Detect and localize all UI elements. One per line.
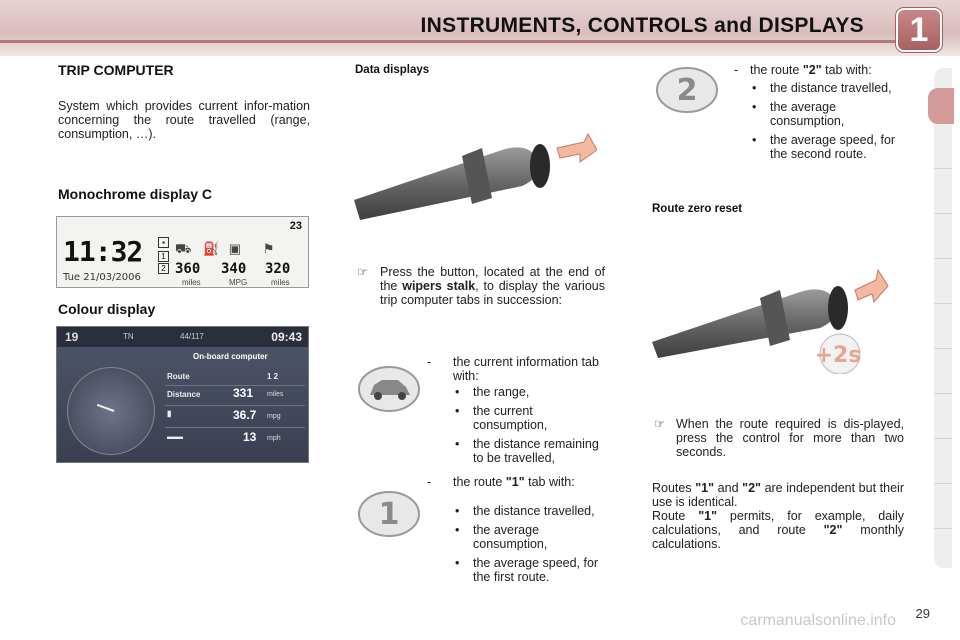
mono-unit-range: miles [182, 278, 201, 287]
colour-row-unit-distance: miles [267, 391, 284, 398]
route1-text-start: the route [453, 475, 506, 489]
wiper-stalk-illustration [352, 128, 597, 220]
car-icon: ▬▬ [167, 432, 183, 441]
press-text-bold: wipers stalk [402, 279, 476, 293]
tab-divider [934, 348, 952, 349]
fuel-can-icon: ▮ [167, 409, 172, 418]
pointer-glyph: ☞ [357, 265, 369, 279]
p1-c: and [714, 481, 743, 495]
mono-value-consumption: 340 [221, 261, 247, 277]
p1-d: "2" [742, 481, 761, 495]
press-text-end: , to display the various trip computer tabs in succession: [380, 279, 605, 307]
colour-temperature: 19 [65, 330, 79, 344]
routes-paragraph-2 [652, 509, 904, 551]
tab-divider [934, 303, 952, 304]
mono-route-box-2: 2 [158, 263, 169, 274]
tab-divider [934, 213, 952, 214]
tab-divider [934, 393, 952, 394]
route1-tab-list [453, 499, 611, 584]
row-separator [165, 405, 305, 406]
colour-row-label-distance: Distance [167, 390, 201, 399]
fuel-can-icon: ▣ [228, 241, 242, 256]
mono-value-range: 360 [175, 261, 201, 277]
route1-text-end: tab with: [524, 475, 575, 489]
dial-needle [97, 404, 115, 412]
route2-tab-list [750, 76, 910, 161]
p2-a: Route [652, 509, 699, 523]
section-title-trip-computer: TRIP COMPUTER [58, 62, 174, 78]
routes-paragraph-1 [652, 481, 904, 509]
clock-dial-icon [67, 367, 155, 455]
current-tab-list [453, 380, 608, 465]
tab-divider [934, 438, 952, 439]
page-header [0, 0, 960, 56]
heading-colour-display: Colour display [58, 301, 156, 317]
route1-text-bold: "1" [505, 475, 525, 489]
route-2-icon-number: 2 [676, 73, 698, 108]
intro-text: System which provides current infor-mation concerning the route travelled (range, consumption, …). [58, 99, 310, 141]
list-item: • the average speed, for the first route. [453, 556, 611, 584]
press-instruction [380, 265, 605, 307]
colour-row-unit-consumption: mpg [267, 413, 281, 420]
colour-row-value-distance: 331 [233, 386, 254, 400]
heading-route-zero-reset: Route zero reset [652, 203, 743, 215]
list-item: • the current consumption, [453, 404, 608, 432]
pointer-glyph: ☞ [654, 417, 666, 431]
route2-tab-text [750, 63, 910, 77]
page-number: 29 [915, 606, 930, 621]
chapter-tab-strip[interactable] [934, 68, 952, 568]
p1-b: "1" [695, 481, 715, 495]
list-item: • the average speed, for the second route. [750, 133, 910, 161]
tab-divider [934, 258, 952, 259]
dash-route2: - [734, 63, 739, 77]
dash-current: - [427, 355, 432, 369]
press-text-start: Press the button, located at the end of the [380, 265, 605, 293]
mono-unit-distance: miles [271, 278, 290, 287]
colour-channel: 44/117 [180, 332, 204, 341]
colour-screen-title: On-board computer [193, 352, 268, 361]
p2-e: monthly calculations. [652, 523, 904, 551]
tab-divider [934, 483, 952, 484]
mono-value-distance: 320 [265, 261, 291, 277]
list-item: • the range, [453, 385, 608, 399]
row-separator [165, 427, 305, 428]
route1-tab-text [453, 475, 608, 489]
header-rule [0, 40, 900, 43]
chequered-flag-icon: ⚑ [262, 241, 275, 256]
mono-route-box-1: 1 [158, 251, 169, 262]
watermark: carmanualsonline.info [740, 612, 896, 629]
route-1-icon-number: 1 [378, 497, 400, 532]
reset-instruction: When the route required is dis-played, press the control for more than two seconds. [676, 417, 904, 459]
colour-row-unit-speed: mph [267, 435, 281, 442]
colour-row-value-consumption: 36.7 [233, 408, 257, 422]
route-2-icon [656, 66, 718, 114]
colour-route-tabs: 1 2 [267, 372, 279, 381]
mono-car-icon: ▪ [158, 237, 169, 248]
mono-status-icons [175, 241, 274, 259]
p1-a: Routes [652, 481, 696, 495]
list-item: • the distance travelled, [453, 504, 611, 518]
p1-e: are independent but their use is identical. [652, 481, 904, 509]
route-1-icon [358, 490, 420, 538]
monochrome-display-image [56, 216, 309, 288]
list-item: • the average consumption, [750, 100, 910, 128]
list-item: • the distance remaining to be travelled, [453, 437, 608, 465]
current-tab-text: the current information tab with: [453, 355, 599, 383]
p2-c: permits, for example, daily calculations, and route [652, 509, 904, 537]
mono-temperature: 23 [289, 220, 302, 232]
colour-route-label: Route [167, 372, 190, 381]
mono-clock: 11:32 [63, 235, 143, 268]
list-item: • the average consumption, [453, 523, 611, 551]
route2-text-start: the route [750, 63, 803, 77]
mono-date: Tue 21/03/2006 [63, 272, 141, 283]
dash-route1: - [427, 475, 432, 489]
colour-time: 09:43 [271, 330, 302, 344]
colour-radio-label: TN [123, 332, 134, 341]
heading-data-displays: Data displays [355, 64, 430, 76]
two-seconds-badge: +2s [814, 343, 862, 368]
car-icon: ⛟ [175, 241, 192, 256]
tab-divider [934, 528, 952, 529]
wiper-stalk-reset-illustration [650, 262, 900, 374]
heading-monochrome-display: Monochrome display C [58, 186, 213, 202]
route2-text-bold: "2" [802, 63, 822, 77]
list-item: • the distance travelled, [750, 81, 910, 95]
chapter-badge: 1 [896, 8, 942, 52]
fuel-pump-icon: ⛽ [202, 241, 220, 256]
current-info-car-icon [358, 365, 420, 413]
active-chapter-tab[interactable] [928, 88, 954, 124]
route2-text-end: tab with: [821, 63, 872, 77]
p2-b: "1" [698, 509, 718, 523]
mono-unit-consumption: MPG [229, 278, 248, 287]
page-title: INSTRUMENTS, CONTROLS and DISPLAYS [420, 14, 864, 37]
colour-row-value-speed: 13 [243, 430, 257, 444]
colour-display-image [56, 326, 309, 463]
tab-divider [934, 168, 952, 169]
p2-d: "2" [823, 523, 843, 537]
